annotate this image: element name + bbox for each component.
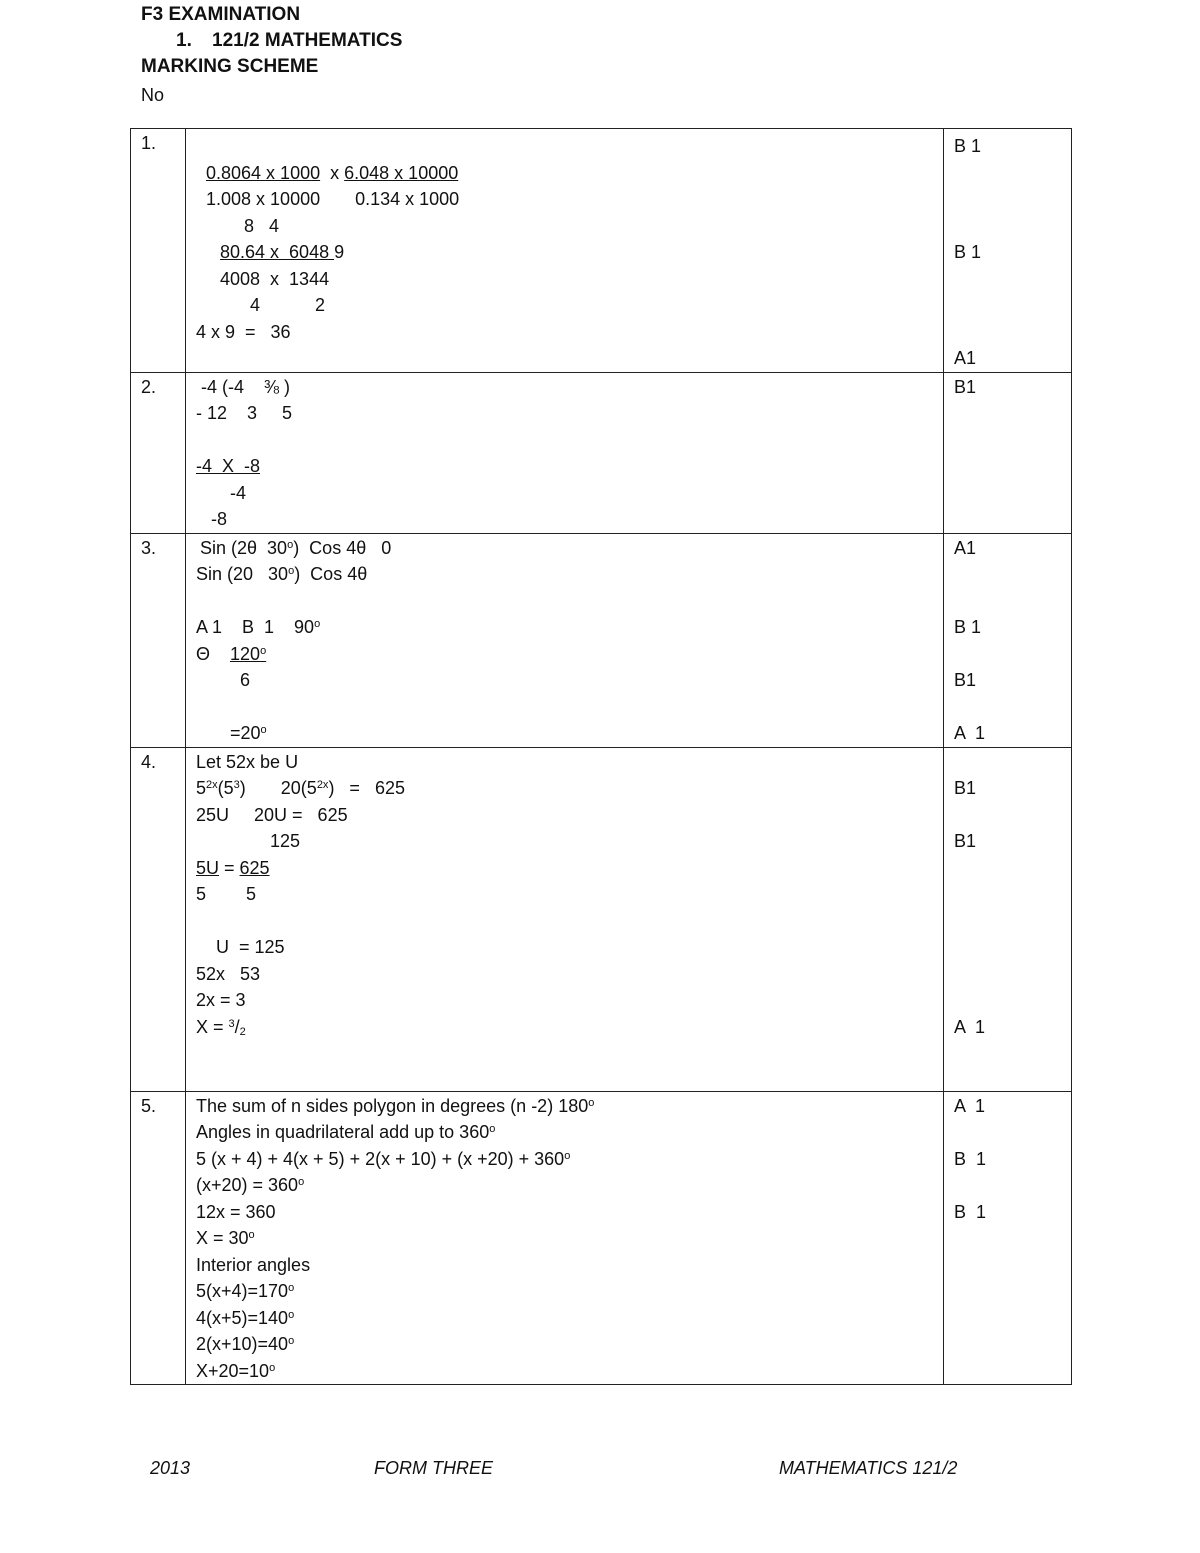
- working-line: 5 $(x + 4) + 4(x + 5) + 2(x + 10) + (x +20) + 360^o$: [196, 1148, 571, 1169]
- marks-cell: [944, 533, 1072, 747]
- question-row-5: [131, 1091, 1072, 1385]
- working-line: -4: [230, 482, 247, 503]
- working-line: 4008 x 1344: [220, 268, 330, 289]
- working-cell: [186, 1091, 944, 1385]
- working-line: -4 X -8: [196, 456, 261, 476]
- working-cell: [186, 747, 944, 1091]
- question-row-3: [131, 533, 1072, 747]
- marking-scheme-table: [130, 128, 1072, 1385]
- working-line: $X = ^3/_2$: [196, 1016, 246, 1038]
- mark-award: B1: [954, 670, 977, 690]
- working-line: 8 4: [244, 215, 280, 236]
- marking-scheme-heading: MARKING SCHEME: [141, 56, 319, 77]
- working-line: 2x = 3: [196, 990, 246, 1010]
- marks-cell: [944, 372, 1072, 533]
- working-line: Θ 120$^o$: [196, 643, 267, 664]
- working-line: 25U 20U = 625: [196, 804, 348, 825]
- document-header: [141, 2, 402, 108]
- mark-award: B1: [954, 831, 977, 851]
- mark-award: B 1: [954, 617, 982, 637]
- question-row-4: [131, 747, 1072, 1091]
- question-row-2: [131, 372, 1072, 533]
- mark-award: B1: [954, 376, 977, 397]
- working-line: -8: [211, 509, 228, 529]
- working-line: Sin (20 30$^o$) Cos 4θ: [196, 564, 368, 584]
- working-line: 1.008 x 10000 0.134 x 1000: [206, 189, 460, 209]
- marks-cell: [944, 1091, 1072, 1385]
- working-line: 0.8064 x 1000 x 6.048 x 10000: [206, 162, 459, 183]
- working-line: Sin (2θ 30$^o$) Cos 4θ 0: [200, 537, 392, 558]
- question-number: 4.: [131, 747, 186, 1091]
- working-line: $=20^o$: [230, 723, 267, 743]
- mark-award: A 1: [954, 1095, 986, 1116]
- working-line: Interior angles: [196, 1254, 311, 1275]
- working-line: The sum of n sides polygon in degrees (n -2) 180$^o$: [196, 1095, 595, 1116]
- working-line: $5^{2x}(5^3)$ $20(5^{2x}) = 625$: [196, 778, 405, 798]
- working-line: $(x+20) = 360^o$: [196, 1175, 305, 1195]
- footer-subject: MATHEMATICS 121/2: [779, 1458, 958, 1478]
- footer-form: FORM THREE: [374, 1458, 493, 1478]
- working-line: $X = 30^o$: [196, 1228, 255, 1248]
- mark-award: B 1: [954, 136, 982, 156]
- working-line: Let 52x be U: [196, 751, 299, 772]
- mark-award: B1: [954, 778, 977, 798]
- working-line: 5 5: [196, 884, 257, 904]
- working-line: 5U = 625: [196, 857, 270, 878]
- working-line: $4(x+5)=140^o$: [196, 1307, 295, 1328]
- working-line: 4 2: [250, 295, 326, 315]
- paper-number: 1.: [176, 30, 192, 51]
- mark-award: B 1: [954, 1148, 987, 1169]
- working-line: U = 125: [216, 937, 285, 957]
- mark-award: A1: [954, 537, 977, 558]
- working-line: Angles in quadrilateral add up to 360$^o$: [196, 1122, 496, 1142]
- mark-award: A1: [954, 348, 977, 368]
- working-cell: [186, 372, 944, 533]
- working-line: - 12 3 5: [196, 403, 293, 423]
- question-number: 2.: [131, 372, 186, 533]
- working-cell: [186, 129, 944, 373]
- paper-name: 121/2 MATHEMATICS: [212, 30, 403, 51]
- mark-award: B 1: [954, 1201, 987, 1222]
- working-line: 12x = 360: [196, 1201, 276, 1222]
- marks-cell: [944, 129, 1072, 373]
- working-line: -4 (-4 ⅜ ): [201, 376, 291, 397]
- mark-award: A 1: [954, 1016, 986, 1037]
- question-row-1: [131, 129, 1072, 373]
- marks-cell: [944, 747, 1072, 1091]
- footer-year: 2013: [150, 1458, 191, 1478]
- working-line: A 1 B 1 90$^o$: [196, 617, 321, 637]
- working-line: 4 x 9 = 36: [196, 321, 291, 342]
- working-line: $2(x+10)=40^o$: [196, 1334, 295, 1354]
- mark-award: B 1: [954, 242, 982, 262]
- question-number: 1.: [131, 129, 186, 373]
- working-line: 125: [270, 831, 301, 851]
- mark-award: A 1: [954, 723, 986, 743]
- working-line: $X+20=10^o$: [196, 1360, 276, 1381]
- paper-title: [141, 28, 402, 54]
- question-number: 3.: [131, 533, 186, 747]
- exam-title: F3 EXAMINATION: [141, 4, 301, 25]
- working-line: 6: [240, 670, 251, 690]
- working-line: 52x 53: [196, 963, 261, 984]
- working-line: 80.64 x 6048 9: [220, 242, 345, 262]
- question-number: 5.: [131, 1091, 186, 1385]
- working-line: $5(x+4)=170^o$: [196, 1281, 295, 1301]
- no-label: No: [141, 85, 165, 105]
- working-cell: [186, 533, 944, 747]
